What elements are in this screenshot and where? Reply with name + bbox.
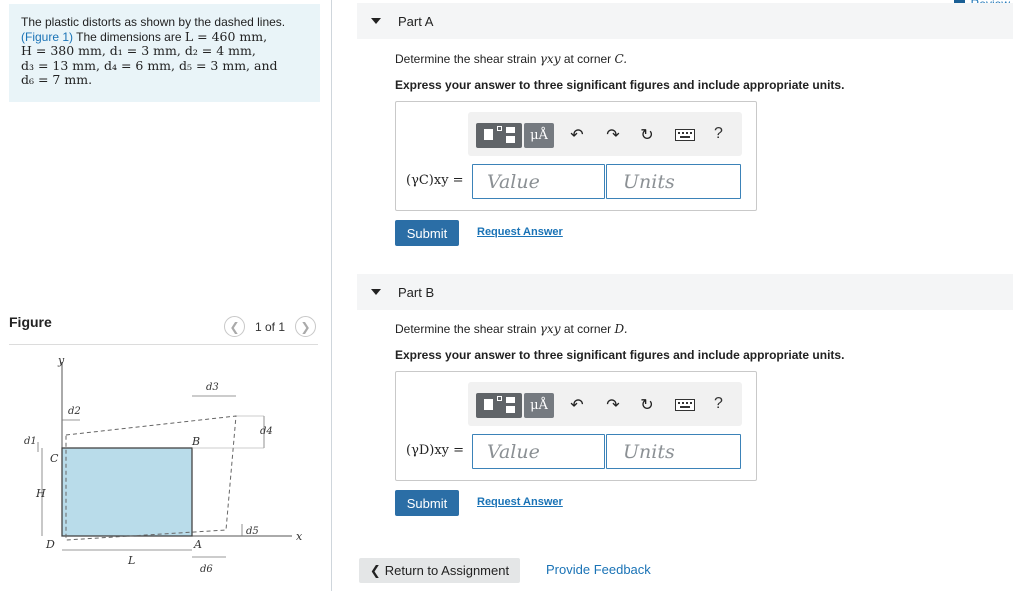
redo-icon[interactable]: ↷ (606, 127, 620, 144)
part-a-question-var: γxy (539, 52, 561, 66)
part-b-header[interactable] (357, 274, 1013, 310)
label-d4: d4 (260, 426, 273, 437)
label-x: x (296, 530, 303, 543)
part-b-submit-button[interactable]: Submit (395, 490, 459, 516)
part-a-value-input[interactable] (472, 164, 605, 199)
part-b-request-answer-link[interactable]: Request Answer (477, 496, 563, 508)
part-b-question-var: γxy (539, 322, 561, 336)
chevron-left-icon: ❮ (369, 562, 381, 578)
plate-rect (62, 448, 192, 536)
part-a-header[interactable] (357, 3, 1013, 39)
dim-d6: d₆ = 7 mm. (21, 72, 93, 87)
dim-L: L = 460 mm, (184, 28, 268, 44)
dims-text: The dimensions are (76, 29, 182, 44)
undo-icon[interactable]: ↶ (570, 127, 584, 144)
label-y: y (58, 354, 65, 367)
label-A: A (194, 538, 202, 551)
left-panel (0, 0, 332, 591)
part-a-question-pre: Determine the shear strain (395, 52, 537, 66)
label-d2: d2 (68, 406, 81, 417)
units-symbol-button[interactable]: μÅ (524, 123, 554, 148)
keyboard-icon[interactable] (674, 126, 696, 144)
part-b-toolbar (468, 382, 742, 426)
reset-icon[interactable]: ↻ (640, 127, 654, 144)
part-a-answer-label: (γC)xy = (406, 173, 464, 188)
part-b-units-input[interactable] (606, 434, 741, 469)
label-H: H (36, 487, 46, 500)
redo-icon[interactable]: ↷ (606, 397, 620, 414)
label-B: B (192, 435, 201, 448)
prev-figure-button[interactable]: ❮ (224, 316, 245, 337)
dim-d3: d₃ = 13 mm, d₄ = 6 mm, d₅ = 3 mm, and (21, 57, 278, 73)
label-d6: d6 (200, 564, 213, 575)
figure-divider (9, 344, 318, 345)
figure-link[interactable]: (Figure 1) (21, 29, 74, 44)
return-label: Return to Assignment (384, 563, 510, 578)
problem-statement (9, 4, 320, 102)
label-L: L (128, 554, 136, 567)
part-b-question-mid: at corner (563, 322, 612, 336)
part-a-question-corner: C. (614, 52, 628, 66)
help-icon[interactable]: ? (714, 395, 723, 412)
pager-text: 1 of 1 (255, 319, 286, 334)
label-C: C (50, 452, 59, 465)
part-b-title: Part B (398, 284, 435, 300)
part-a-toolbar (468, 112, 742, 156)
collapse-triangle-icon (371, 18, 381, 24)
part-b-instruction: Express your answer to three significant figures and include appropriate units. (395, 348, 845, 362)
part-b-value-input[interactable] (472, 434, 605, 469)
next-figure-button[interactable]: ❯ (295, 316, 316, 337)
part-b-question-pre: Determine the shear strain (395, 322, 537, 336)
part-a-units-input[interactable] (606, 164, 741, 199)
part-a-question (395, 52, 627, 66)
figure-title: Figure (9, 314, 52, 330)
undo-icon[interactable]: ↶ (570, 397, 584, 414)
templates-icon[interactable] (476, 123, 522, 148)
part-a-title: Part A (398, 13, 434, 29)
label-d1: d1 (24, 436, 37, 447)
dim-H: H = 380 mm, d₁ = 3 mm, d₂ = 4 mm, (21, 43, 256, 58)
part-a-answer-box (395, 101, 757, 211)
figure-diagram (20, 352, 320, 582)
part-b-answer-label: (γD)xy = (406, 443, 465, 458)
provide-feedback-link[interactable]: Provide Feedback (546, 562, 651, 577)
part-a-question-mid: at corner (563, 52, 612, 66)
column-divider (331, 0, 332, 591)
label-D: D (46, 538, 55, 551)
part-b-question-corner: D. (614, 322, 628, 336)
templates-icon[interactable] (476, 393, 522, 418)
part-a-instruction: Express your answer to three significant figures and include appropriate units. (395, 78, 845, 92)
part-b-question (395, 322, 628, 336)
keyboard-icon[interactable] (674, 396, 696, 414)
label-d5: d5 (246, 526, 259, 537)
part-a-request-answer-link[interactable]: Request Answer (477, 226, 563, 238)
problem-intro: The plastic distorts as shown by the dashed lines. (21, 15, 286, 29)
figure-pager (224, 316, 316, 337)
part-a-submit-button[interactable]: Submit (395, 220, 459, 246)
help-icon[interactable]: ? (714, 125, 723, 142)
collapse-triangle-icon (371, 289, 381, 295)
reset-icon[interactable]: ↻ (640, 397, 654, 414)
label-d3: d3 (206, 382, 219, 393)
return-to-assignment-button[interactable] (359, 558, 520, 583)
units-symbol-button[interactable]: μÅ (524, 393, 554, 418)
part-b-answer-box (395, 371, 757, 481)
